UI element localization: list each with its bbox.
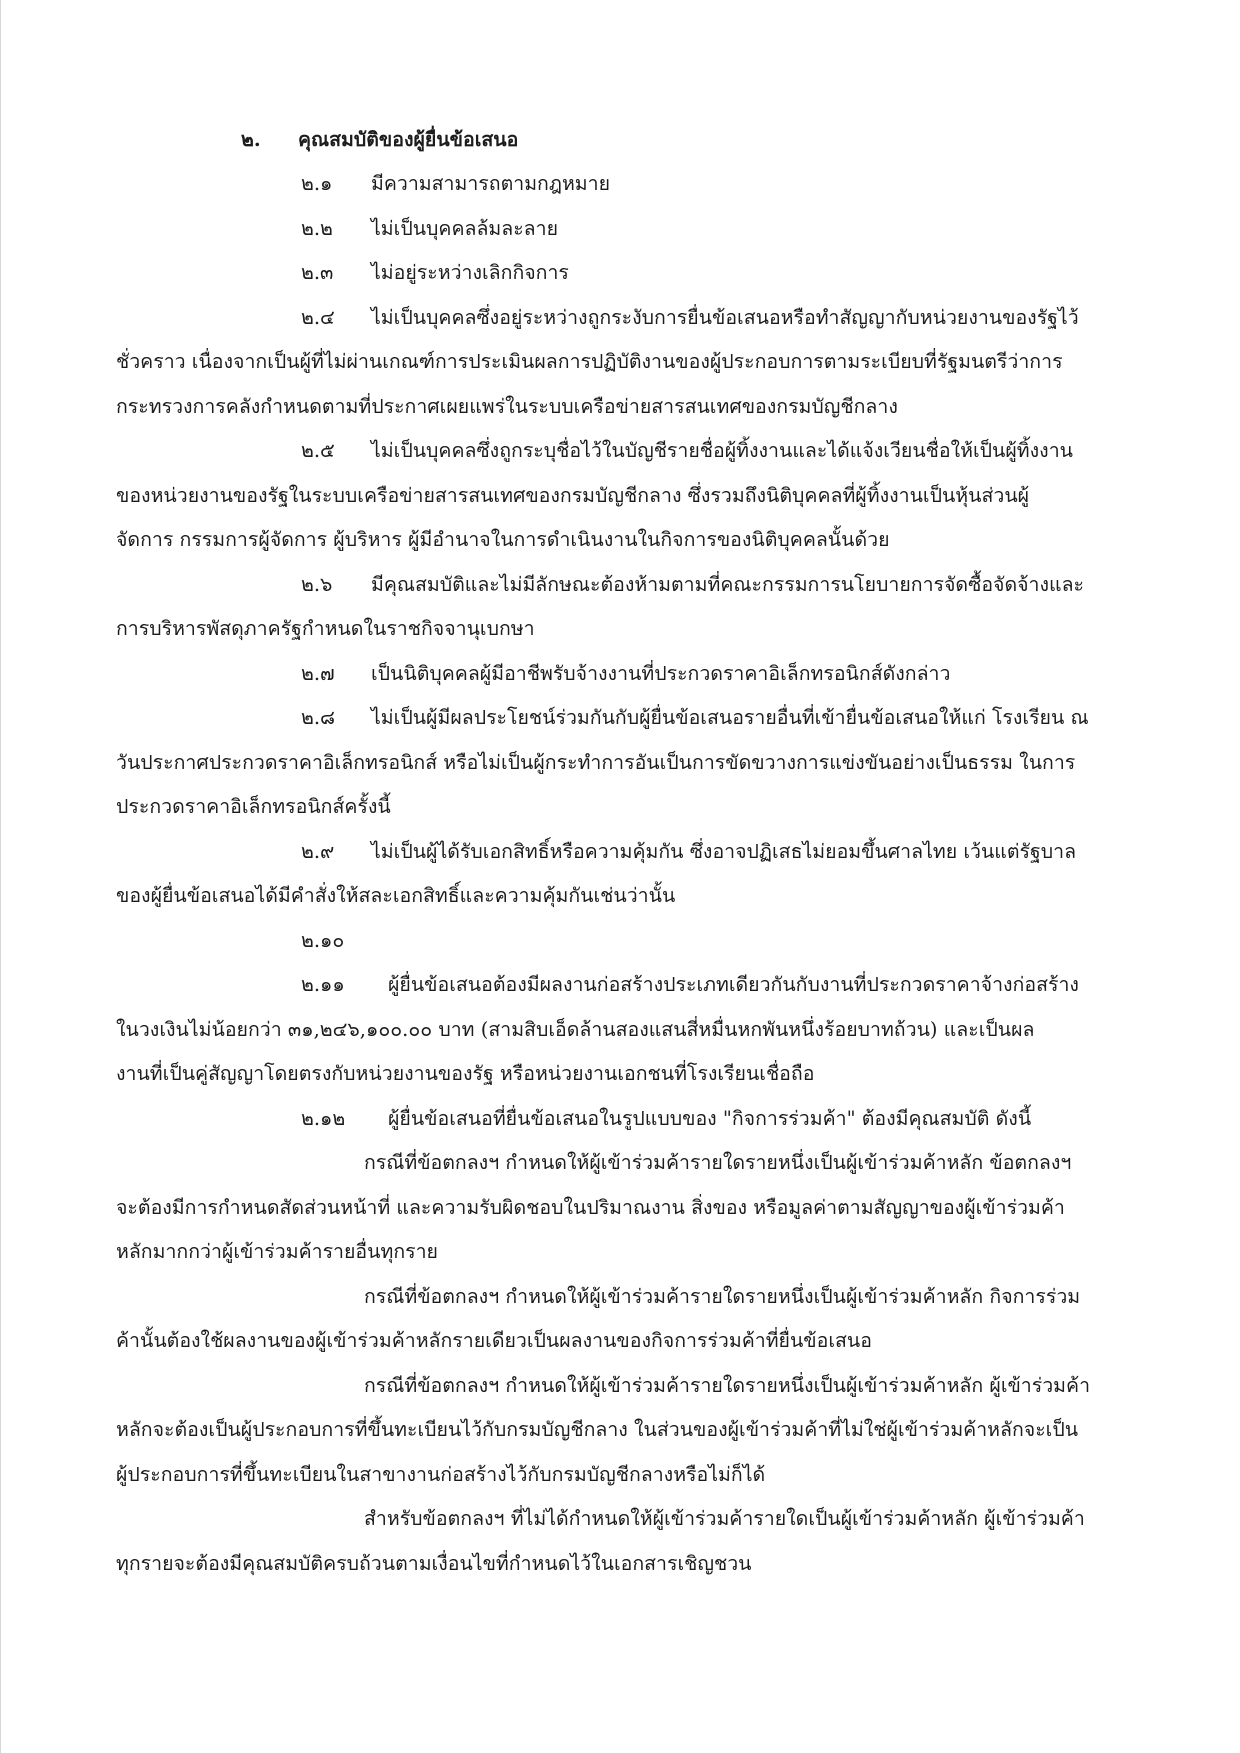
qualification-item — [116, 207, 1126, 252]
item-text: ไม่เป็นผู้ได้รับเอกสิทธิ์หรือความคุ้มกัน ซึ่งอาจปฏิเสธไม่ยอมขึ้นศาลไทย เว้นแต่รัฐบาล — [371, 839, 1077, 863]
item-text: ประกวดราคาอิเล็กทรอนิกส์ครั้งนี้ — [116, 795, 391, 818]
item-first-line — [116, 963, 1126, 1008]
item-continuation-line — [116, 385, 1126, 430]
item-text: วันประกาศประกวดราคาอิเล็กทรอนิกส์ หรือไม่เป็นผู้กระทำการอันเป็นการขัดขวางการแข่งขันอย่างเป็นธรรม ในการ — [116, 750, 1076, 774]
item-number: ๒.๘ — [301, 706, 336, 729]
item-continuation-line — [116, 1052, 1126, 1097]
item-number: ๒.๑ — [301, 172, 333, 195]
item-first-line — [116, 207, 1126, 252]
item-text: ไม่เป็นบุคคลซึ่งถูกระบุชื่อไว้ในบัญชีรายชื่อผู้ทิ้งงานและได้แจ้งเวียนชื่อให้เป็นผู้ทิ้งงาน — [371, 439, 1073, 462]
qualification-item — [116, 696, 1126, 830]
item-text: ของผู้ยื่นข้อเสนอได้มีคำสั่งให้สละเอกสิทธิ์และความคุ้มกันเช่นว่านั้น — [116, 884, 676, 907]
item-continuation-line — [116, 340, 1126, 385]
joint-venture-paragraph — [116, 1275, 1126, 1364]
paragraph-continuation-line: หลักมากกว่าผู้เข้าร่วมค้ารายอื่นทุกราย — [116, 1240, 438, 1263]
item-text: ไม่อยู่ระหว่างเลิกกิจการ — [371, 261, 569, 284]
item-text: ผู้ยื่นข้อเสนอต้องมีผลงานก่อสร้างประเภทเดียวกันกับงานที่ประกวดราคาจ้างก่อสร้าง — [388, 973, 1079, 996]
item-first-line — [116, 251, 1126, 296]
item-continuation-line — [116, 607, 1126, 652]
paragraph-continuation-line: ทุกรายจะต้องมีคุณสมบัติครบถ้วนตามเงื่อนไขที่กำหนดไว้ในเอกสารเชิญชวน — [116, 1551, 752, 1575]
paragraph-first-line: กรณีที่ข้อตกลงฯ กำหนดให้ผู้เข้าร่วมค้ารายใดรายหนึ่งเป็นผู้เข้าร่วมค้าหลัก ข้อตกลงฯ — [364, 1151, 1072, 1174]
paragraph-continuation-line: หลักจะต้องเป็นผู้ประกอบการที่ขึ้นทะเบียนไว้กับกรมบัญชีกลาง ในส่วนของผู้เข้าร่วมค้าที่ไม่ใช่ผู้เข้าร่วมค้าหลักจะเป็น — [116, 1418, 1079, 1441]
paragraph-continuation-line: ค้านั้นต้องใช้ผลงานของผู้เข้าร่วมค้าหลักรายเดียวเป็นผลงานของกิจการร่วมค้าที่ยื่นข้อเสนอ — [116, 1329, 872, 1352]
paragraph-first-line: กรณีที่ข้อตกลงฯ กำหนดให้ผู้เข้าร่วมค้ารายใดรายหนึ่งเป็นผู้เข้าร่วมค้าหลัก กิจการร่วม — [364, 1284, 1081, 1308]
item-first-line — [116, 696, 1126, 741]
item-first-line — [116, 652, 1126, 697]
item-text: ในวงเงินไม่น้อยกว่า ๓๑,๒๔๖,๑๐๐.๐๐ บาท (สามสิบเอ็ดล้านสองแสนสี่หมื่นหกพันหนึ่งร้อยบาทถ้วน) และเป็นผล — [116, 1017, 1035, 1041]
qualification-item — [116, 1097, 1126, 1142]
item-number: ๒.๗ — [301, 661, 335, 685]
item-continuation-line — [116, 518, 1126, 563]
qualification-item — [116, 296, 1126, 430]
section-number: ๒. — [241, 128, 261, 151]
item-text: มีความสามารถตามกฎหมาย — [371, 172, 611, 195]
paragraph-continuation-line: ผู้ประกอบการที่ขึ้นทะเบียนในสาขางานก่อสร้างไว้กับกรมบัญชีกลางหรือไม่ก็ได้ — [116, 1462, 766, 1486]
joint-venture-conditions — [116, 1141, 1126, 1586]
item-text: มีคุณสมบัติและไม่มีลักษณะต้องห้ามตามที่คณะกรรมการนโยบายการจัดซื้อจัดจ้างและ — [371, 572, 1085, 596]
qualification-item — [116, 563, 1126, 652]
item-first-line — [116, 1097, 1126, 1142]
joint-venture-paragraph — [116, 1364, 1126, 1498]
item-continuation-line — [116, 785, 1126, 830]
section-title: คุณสมบัติของผู้ยื่นข้อเสนอ — [298, 128, 519, 151]
item-continuation-line — [116, 1008, 1126, 1053]
item-text: จัดการ กรรมการผู้จัดการ ผู้บริหาร ผู้มีอำนาจในการดำเนินงานในกิจการของนิติบุคคลนั้นด้วย — [116, 528, 890, 551]
qualification-list — [116, 162, 1126, 1141]
qualification-item — [116, 963, 1126, 1097]
qualification-item — [116, 162, 1126, 207]
item-first-line — [116, 296, 1126, 341]
joint-venture-paragraph — [116, 1497, 1126, 1586]
item-number: ๒.๑๑ — [301, 973, 345, 996]
qualification-item — [116, 919, 1126, 964]
item-first-line — [116, 830, 1126, 875]
item-text: ผู้ยื่นข้อเสนอที่ยื่นข้อเสนอในรูปแบบของ "กิจการร่วมค้า" ต้องมีคุณสมบัติ ดังนี้ — [388, 1106, 1032, 1130]
section-heading — [116, 118, 1126, 162]
qualification-item — [116, 652, 1126, 697]
paragraph-continuation-line: จะต้องมีการกำหนดสัดส่วนหน้าที่ และความรับผิดชอบในปริมาณงาน สิ่งของ หรือมูลค่าตามสัญญาของผู้เข้าร่วมค้า — [116, 1195, 1065, 1219]
item-number: ๒.๒ — [301, 216, 333, 240]
qualification-item — [116, 830, 1126, 919]
paragraph-first-line: กรณีที่ข้อตกลงฯ กำหนดให้ผู้เข้าร่วมค้ารายใดรายหนึ่งเป็นผู้เข้าร่วมค้าหลัก ผู้เข้าร่วมค้า — [364, 1373, 1091, 1397]
item-number: ๒.๙ — [301, 839, 335, 863]
item-text: ไม่เป็นบุคคลล้มละลาย — [371, 216, 559, 240]
document-body — [116, 118, 1126, 1586]
item-continuation-line — [116, 874, 1126, 919]
item-first-line — [116, 162, 1126, 207]
item-text: ไม่เป็นผู้มีผลประโยชน์ร่วมกันกับผู้ยื่นข้อเสนอรายอื่นที่เข้ายื่นข้อเสนอให้แก่ โรงเรียน ณ — [371, 706, 1089, 729]
item-first-line — [116, 429, 1126, 474]
item-number: ๒.๑๐ — [301, 928, 345, 952]
item-first-line — [116, 919, 1126, 964]
item-continuation-line — [116, 474, 1126, 519]
item-number: ๒.๔ — [301, 305, 335, 329]
qualification-item — [116, 251, 1126, 296]
paragraph-first-line: สำหรับข้อตกลงฯ ที่ไม่ได้กำหนดให้ผู้เข้าร่วมค้ารายใดเป็นผู้เข้าร่วมค้าหลัก ผู้เข้าร่วมค้า — [364, 1507, 1085, 1530]
item-continuation-line — [116, 741, 1126, 786]
item-text: ชั่วคราว เนื่องจากเป็นผู้ที่ไม่ผ่านเกณฑ์การประเมินผลการปฏิบัติงานของผู้ประกอบการตามระเบียบที่รัฐมนตรีว่าการ — [116, 350, 1063, 373]
item-number: ๒.๖ — [301, 572, 333, 596]
item-first-line — [116, 563, 1126, 608]
item-text: ไม่เป็นบุคคลซึ่งอยู่ระหว่างถูกระงับการยื่นข้อเสนอหรือทำสัญญากับหน่วยงานของรัฐไว้ — [371, 305, 1079, 329]
item-text: เป็นนิติบุคคลผู้มีอาชีพรับจ้างงานที่ประกวดราคาอิเล็กทรอนิกส์ดังกล่าว — [371, 661, 951, 685]
item-number: ๒.๑๒ — [301, 1106, 346, 1130]
item-number: ๒.๕ — [301, 439, 335, 462]
item-text: กระทรวงการคลังกำหนดตามที่ประกาศเผยแพร่ในระบบเครือข่ายสารสนเทศของกรมบัญชีกลาง — [116, 394, 898, 418]
joint-venture-paragraph — [116, 1141, 1126, 1275]
item-text: ของหน่วยงานของรัฐในระบบเครือข่ายสารสนเทศของกรมบัญชีกลาง ซึ่งรวมถึงนิติบุคคลที่ผู้ทิ้งงานเป็นหุ้นส่วนผู้ — [116, 483, 1030, 507]
item-text: งานที่เป็นคู่สัญญาโดยตรงกับหน่วยงานของรัฐ หรือหน่วยงานเอกชนที่โรงเรียนเชื่อถือ — [116, 1062, 815, 1085]
qualification-item — [116, 429, 1126, 563]
item-text: การบริหารพัสดุภาครัฐกำหนดในราชกิจจานุเบกษา — [116, 617, 535, 640]
item-number: ๒.๓ — [301, 261, 334, 284]
